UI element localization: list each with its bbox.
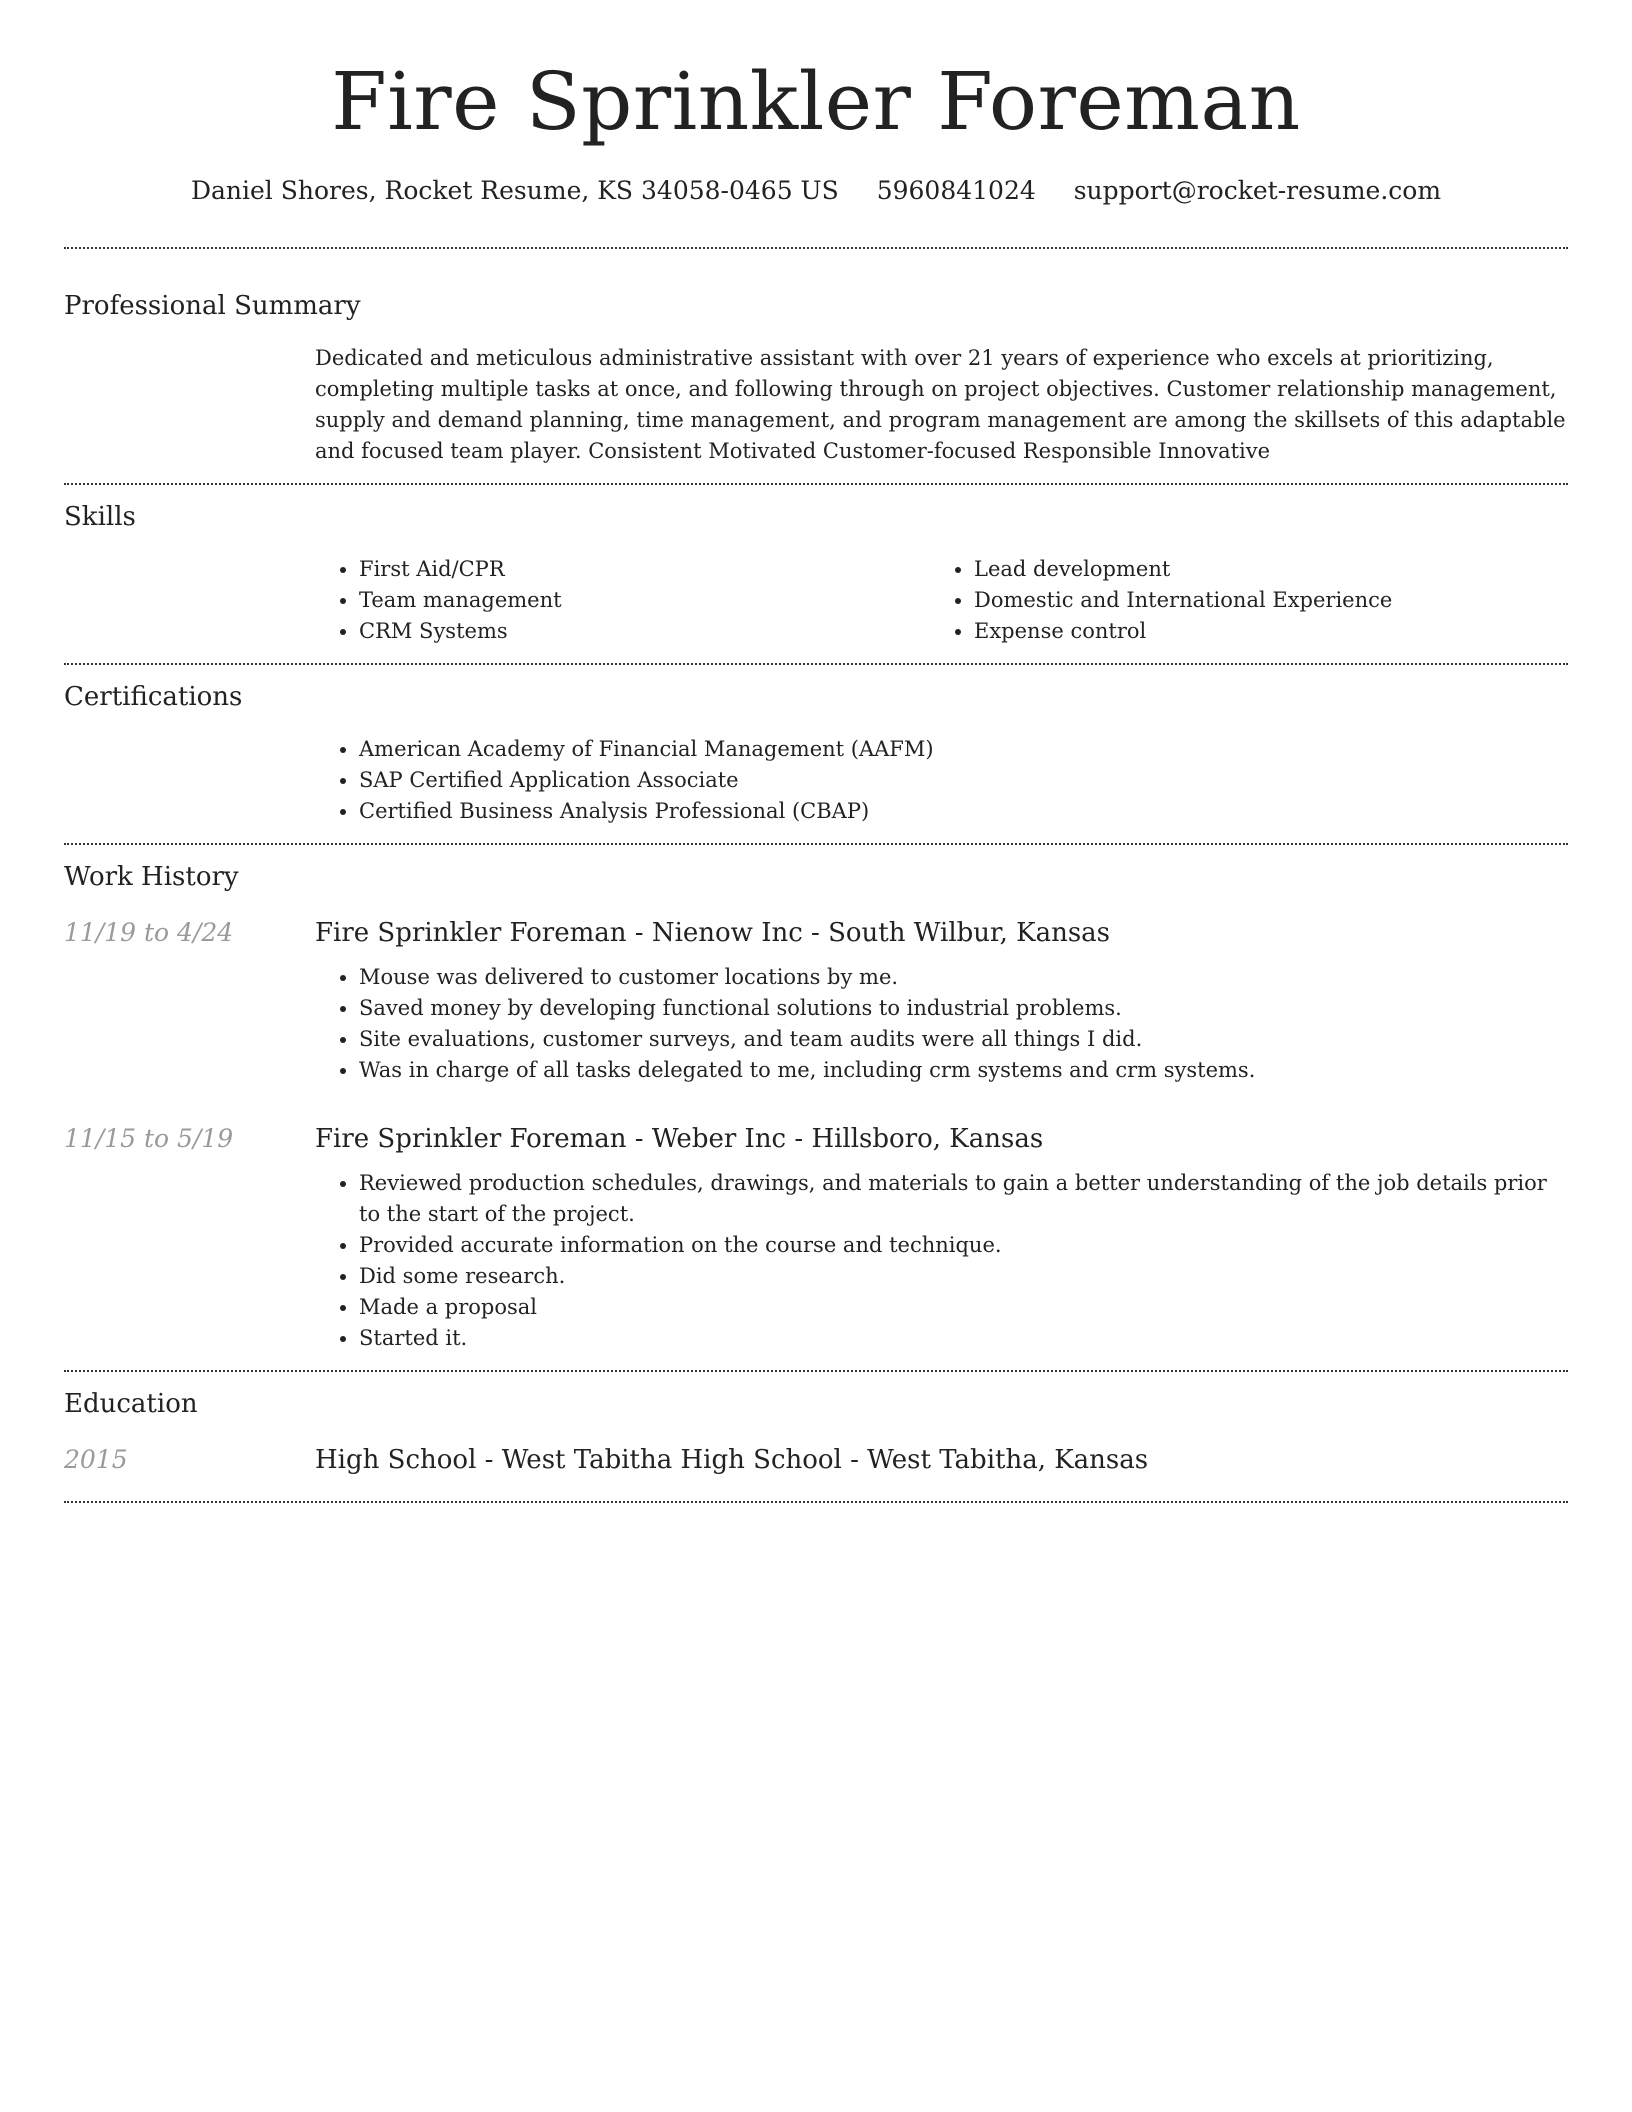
contact-phone: 5960841024 (876, 176, 1036, 205)
job-entry (64, 1122, 1568, 1354)
summary-body (315, 343, 1568, 467)
section-summary (64, 249, 1568, 483)
job-title: Fire Sprinkler Foreman - Weber Inc - Hillsboro, Kansas (315, 1124, 1044, 1154)
job-bullet: • Made a proposal (359, 1292, 1568, 1323)
skill-item: • First Aid/CPR (359, 554, 930, 585)
job-bullet: • Site evaluations, customer surveys, and team audits were all things I did. (359, 1024, 1568, 1055)
job-details (315, 916, 1568, 1086)
job-bullet: • Did some research. (359, 1261, 1568, 1292)
job-entry (64, 916, 1568, 1086)
job-bullet: • Reviewed production schedules, drawings, and materials to gain a better understanding of the job details prior to the start of the project. (359, 1168, 1568, 1230)
section-work-history (64, 845, 1568, 1370)
section-title-education: Education (64, 1389, 198, 1419)
skills-grid (315, 554, 1568, 647)
job-bullet: • Was in charge of all tasks delegated to me, including crm systems and crm systems. (359, 1055, 1568, 1086)
section-education (64, 1372, 1568, 1501)
section-title-skills: Skills (64, 502, 136, 532)
education-entry (64, 1443, 1568, 1477)
certification-item: • American Academy of Financial Management (AAFM) (359, 734, 1568, 765)
certification-item: • SAP Certified Application Associate (359, 765, 1568, 796)
job-bullet: • Mouse was delivered to customer locations by me. (359, 962, 1568, 993)
divider (64, 1501, 1568, 1503)
job-bullet: • Started it. (359, 1323, 1568, 1354)
skill-item: • Expense control (974, 616, 1545, 647)
work-body (64, 916, 1568, 1354)
contact-email: support@rocket-resume.com (1073, 176, 1442, 205)
skill-item: • Domestic and International Experience (974, 585, 1545, 616)
section-title-summary: Professional Summary (64, 291, 361, 321)
skill-item: • CRM Systems (359, 616, 930, 647)
job-bullet: • Provided accurate information on the course and technique. (359, 1230, 1568, 1261)
skill-item: • Lead development (974, 554, 1545, 585)
job-title: Fire Sprinkler Foreman - Nienow Inc - South Wilbur, Kansas (315, 918, 1111, 948)
contact-line (64, 174, 1568, 208)
resume-name: Fire Sprinkler Foreman (331, 55, 1301, 148)
job-bullets (315, 962, 1568, 1086)
education-title: High School - West Tabitha High School - West Tabitha, Kansas (315, 1445, 1149, 1475)
job-bullets (315, 1168, 1568, 1354)
education-dates: 2015 (64, 1445, 128, 1474)
section-certifications (64, 665, 1568, 843)
contact-address: Daniel Shores, Rocket Resume, KS 34058-0465 US (190, 176, 839, 205)
section-skills (64, 485, 1568, 663)
skills-column-left (315, 554, 930, 647)
job-details (315, 1122, 1568, 1354)
skill-item: • Team management (359, 585, 930, 616)
certification-item: • Certified Business Analysis Professional (CBAP) (359, 796, 1568, 827)
job-dates: 11/19 to 4/24 (64, 918, 234, 947)
job-bullet: • Saved money by developing functional solutions to industrial problems. (359, 993, 1568, 1024)
section-title-work: Work History (64, 862, 239, 892)
summary-text: Dedicated and meticulous administrative assistant with over 21 years of experience who excels at prioritizing, completing multiple tasks at once, and following through on project objectives. Customer relationship management, supply and demand planning, time management, and program management are among the skillsets of this adaptable and focused team player. Consistent Motivated Customer-focused Responsible Innovative (315, 346, 1566, 463)
education-body (64, 1443, 1568, 1485)
resume-header (64, 0, 1568, 208)
skills-column-right (930, 554, 1545, 647)
section-title-certifications: Certifications (64, 682, 243, 712)
job-dates: 11/15 to 5/19 (64, 1124, 234, 1153)
education-details (315, 1443, 1568, 1477)
certifications-body (315, 734, 1568, 827)
